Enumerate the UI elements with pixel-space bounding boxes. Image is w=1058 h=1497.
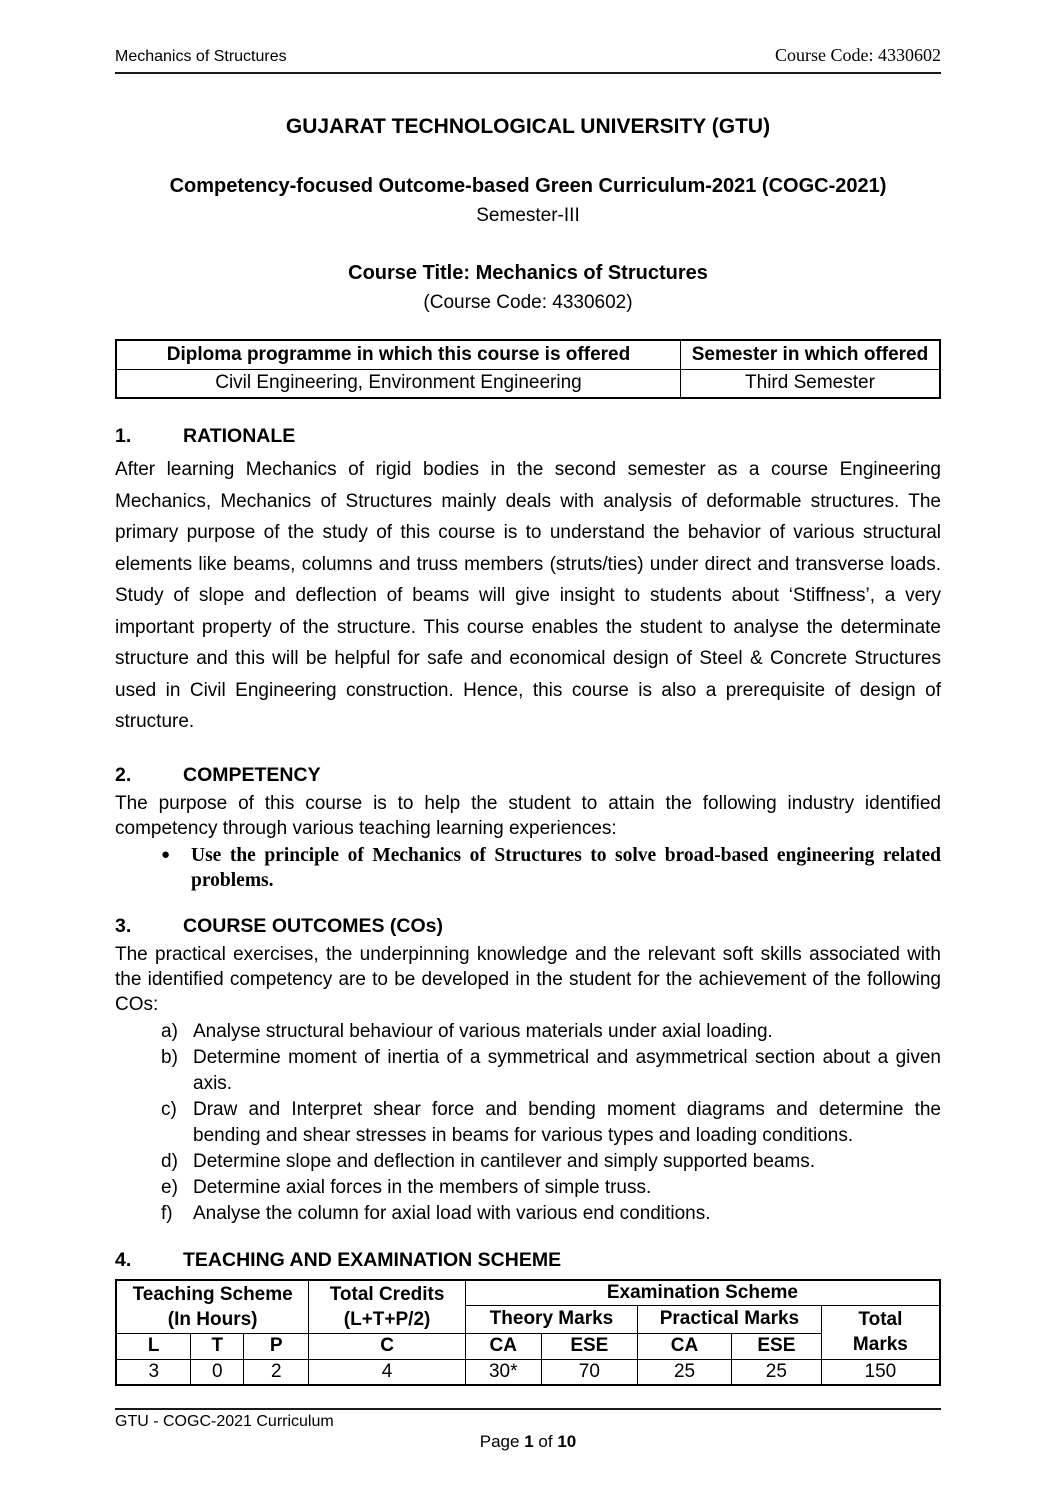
offering-col1-value: Civil Engineering, Environment Engineering [116, 369, 680, 398]
col-header-t: T [191, 1333, 244, 1359]
value-p: 2 [244, 1359, 309, 1385]
list-item [115, 1149, 941, 1175]
competency-bullet-text: Use the principle of Mechanics of Structures to solve broad-based engineering related problems. [191, 844, 941, 891]
value-practical-ca: 25 [638, 1359, 732, 1385]
list-item [115, 1175, 941, 1201]
rationale-paragraph: After learning Mechanics of rigid bodies in the second semester as a course Engineering Mechanics, Mechanics of Structures mainly deals with analysis of deformable structures. The primary purpose of the study of this course is to understand the behavior of various structural elements like beams, columns and truss members (struts/ties) under direct and transverse loads. Study of slope and deflection of beams will give insight to students about ‘Stiffness’, a very important property of the structure. This course enables the student to analyse the determinate structure and this will be helpful for safe and economical design of Steel & Concrete Structures used in Civil Engineering construction. Hence, this course is also a prerequisite of design of structure. [115, 459, 941, 732]
table-row [116, 1359, 940, 1385]
list-item-label: d) [161, 1150, 178, 1172]
list-item [115, 1045, 941, 1097]
value-l: 3 [116, 1359, 191, 1385]
section-title: RATIONALE [183, 425, 296, 447]
value-c: 4 [309, 1359, 466, 1385]
total-credits-line1: Total Credits [329, 1283, 445, 1305]
teaching-scheme-header [116, 1280, 309, 1334]
total-marks-header [821, 1306, 940, 1360]
section-heading-rationale [115, 425, 941, 448]
col-header-theory-ca: CA [465, 1333, 541, 1359]
list-item-text: Analyse structural behaviour of various materials under axial loading. [193, 1020, 773, 1042]
title-block [115, 115, 941, 314]
exam-scheme-table [115, 1279, 941, 1387]
footer-rule [115, 1408, 941, 1410]
section-heading-competency [115, 764, 941, 787]
col-header-c: C [309, 1333, 466, 1359]
section-title: TEACHING AND EXAMINATION SCHEME [183, 1248, 562, 1271]
footer-curriculum-label: GTU - COGC-2021 Curriculum [115, 1413, 334, 1430]
table-row [116, 1333, 940, 1359]
teaching-scheme-line1: Teaching Scheme [132, 1283, 293, 1305]
col-header-practical-ese: ESE [731, 1333, 821, 1359]
section-heading-scheme [115, 1249, 941, 1272]
practical-marks-header: Practical Marks [638, 1306, 822, 1334]
bullet-icon: ● [161, 846, 171, 863]
section-title: COMPETENCY [183, 763, 321, 786]
course-outcomes-list [115, 1019, 941, 1227]
total-credits-header [309, 1280, 466, 1334]
value-practical-ese: 25 [731, 1359, 821, 1385]
offering-col2-value: Third Semester [680, 369, 940, 398]
list-item-text: Analyse the column for axial load with various end conditions. [193, 1202, 711, 1224]
header-rule [115, 72, 941, 74]
section-number: 4. [115, 1248, 132, 1271]
competency-intro: The purpose of this course is to help the student to attain the following industry identified competency through various teaching learning experiences: [115, 792, 941, 839]
section-number: 1. [115, 425, 132, 447]
section-heading-course-outcomes [115, 915, 941, 938]
list-item [115, 1097, 941, 1149]
offering-table [115, 339, 941, 399]
list-item [115, 1019, 941, 1045]
page-total: 10 [557, 1432, 577, 1451]
section-title: COURSE OUTCOMES (COs) [183, 914, 444, 937]
course-outcomes-intro: The practical exercises, the underpinning knowledge and the relevant soft skills associated with the identified competency are to be developed in the student for the achievement of the following COs: [115, 943, 941, 1015]
col-header-l: L [116, 1333, 191, 1359]
col-header-theory-ese: ESE [541, 1333, 637, 1359]
header-course-code: Course Code: 4330602 [775, 45, 941, 65]
page-number-line [115, 1432, 941, 1452]
list-item-label: b) [161, 1046, 178, 1068]
total-credits-line2: (L+T+P/2) [343, 1308, 431, 1330]
of-word: of [538, 1432, 553, 1451]
list-item-label: e) [161, 1176, 178, 1198]
curriculum-title: Competency-focused Outcome-based Green Curriculum-2021 (COGC-2021) [169, 175, 887, 197]
competency-bullet-item [115, 843, 941, 893]
offering-col2-header: Semester in which offered [680, 340, 940, 369]
list-item [115, 1201, 941, 1227]
page-word: Page [479, 1432, 520, 1451]
section-number: 3. [115, 914, 132, 937]
list-item-text: Draw and Interpret shear force and bending moment diagrams and determine the bending and shear stresses in beams for various types and loading conditions. [193, 1098, 941, 1146]
value-t: 0 [191, 1359, 244, 1385]
list-item-text: Determine slope and deflection in cantilever and simply supported beams. [193, 1150, 816, 1172]
total-marks-line2: Marks [852, 1334, 908, 1356]
list-item-label: a) [161, 1020, 178, 1042]
table-row [116, 369, 940, 398]
running-header [115, 45, 941, 66]
table-row [116, 1280, 940, 1306]
col-header-p: P [244, 1333, 309, 1359]
page-footer [115, 1408, 941, 1452]
list-item-label: c) [161, 1098, 177, 1120]
university-title: GUJARAT TECHNOLOGICAL UNIVERSITY (GTU) [285, 115, 771, 138]
table-row [116, 340, 940, 369]
teaching-scheme-line2: (In Hours) [167, 1308, 258, 1330]
section-number: 2. [115, 763, 132, 786]
semester-label: Semester-III [476, 205, 580, 226]
header-course-name: Mechanics of Structures [115, 48, 287, 65]
list-item-label: f) [161, 1202, 173, 1224]
list-item-text: Determine axial forces in the members of simple truss. [193, 1176, 652, 1198]
list-item-text: Determine moment of inertia of a symmetrical and asymmetrical section about a given axis. [193, 1046, 941, 1094]
value-theory-ese: 70 [541, 1359, 637, 1385]
value-total-marks: 150 [821, 1359, 940, 1385]
theory-marks-header: Theory Marks [465, 1306, 637, 1334]
page-number: 1 [524, 1432, 534, 1451]
examination-scheme-header: Examination Scheme [465, 1280, 940, 1306]
col-header-practical-ca: CA [638, 1333, 732, 1359]
course-title: Course Title: Mechanics of Structures [348, 262, 708, 284]
offering-col1-header: Diploma programme in which this course is offered [116, 340, 680, 369]
total-marks-line1: Total [858, 1309, 903, 1331]
course-code-label: (Course Code: 4330602) [423, 292, 633, 313]
value-theory-ca: 30* [465, 1359, 541, 1385]
